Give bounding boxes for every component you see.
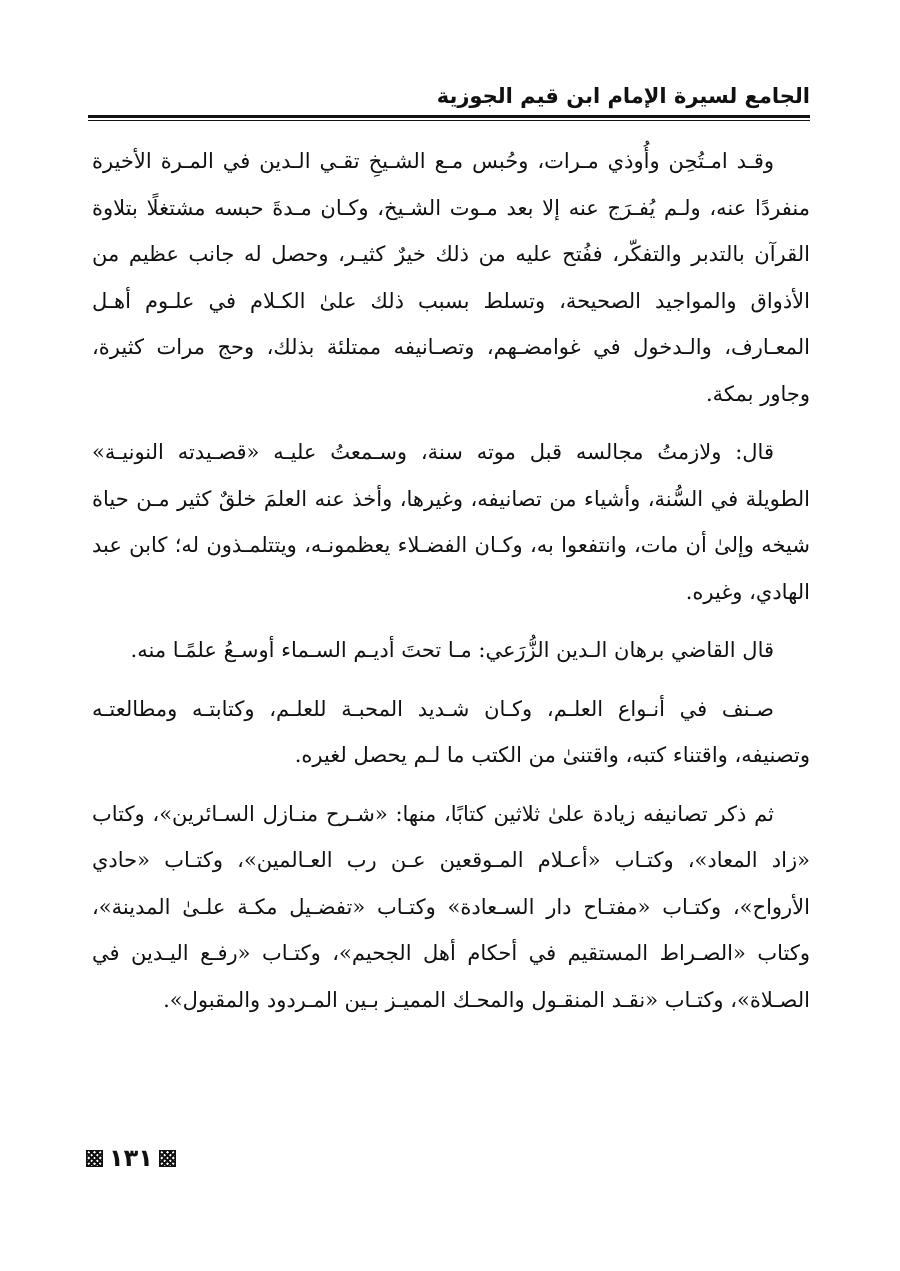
page-footer	[86, 1140, 176, 1176]
ornament-left-icon	[86, 1150, 103, 1167]
paragraph-4: صـنف في أنـواع العلـم، وكـان شـديد المحبـة للعلـم، وكتابتـه ومطالعتـه وتصنيفه، واقتناء كتبه، واقتنىٰ من الكتب ما لـم يحصل لغيره.	[92, 696, 810, 767]
paragraph-5: ثم ذكر تصانيفه زيادة علىٰ ثلاثين كتابًا، منها: «شـرح منـازل السـائرين»، وكتاب «زاد المعاد»، وكتـاب «أعـلام المـوقعين عـن رب العـالمين»، وكتـاب «حادي الأرواح»، وكتـاب «مفتـاح دار السـعادة» وكتـاب «تفضـيل مكـة علـىٰ المدينة»، وكتاب «الصـراط المستقيم في أحكام أهل الجحيم»، وكتـاب «رفـع اليـدين في الصـلاة»، وكتـاب «نقـد المنقـول والمحـك المميـز بـين المـردود والمقبول».	[92, 801, 810, 1012]
book-title: الجامع لسيرة الإمام ابن قيم الجوزية	[436, 84, 810, 108]
page-number: ١٣١	[109, 1144, 153, 1172]
paragraph-2: قال: ولازمتُ مجالسه قبل موته سنة، وسـمعتُ عليـه «قصـيدته النونيـة» الطويلة في السُّنة، وأشياء من تصانيفه، وغيرها، وأخذ عنه العلمَ خلقٌ كثير مـن حياة شيخه وإلىٰ أن مات، وانتفعوا به، وكـان الفضـلاء يعظمونـه، ويتتلمـذون له؛ كابن عبد الهادي، وغيره.	[92, 440, 810, 604]
ornament-right-icon	[159, 1150, 176, 1167]
paragraph-3: قال القاضي برهان الـدين الزُّرَعي: مـا تحتَ أديـم السـماء أوسـعُ علمًـا منه.	[130, 638, 774, 662]
body-text	[92, 138, 810, 1023]
paragraph-1: وقـد امـتُحِن وأُوذي مـرات، وحُبس مـع الشـيخِ تقـي الـدين في المـرة الأخيرة منفردًا عنه، ولـم يُفـرَج عنه إلا بعد مـوت الشـيخ، وكـان مـدةَ حبسه مشتغلًا بتلاوة القرآن بالتدبر والتفكّر، ففُتح عليه من ذلك خيرٌ كثيـر، وحصل له جانب عظيم من الأذواق والمواجيد الصحيحة، وتسلط بسبب ذلك علىٰ الكـلام في علـوم أهـل المعـارف، والـدخول في غوامضـهم، وتصـانيفه ممتلئة بذلك، وحج مرات كثيرة، وجاور بمكة.	[92, 149, 810, 406]
header-rule-thick	[88, 115, 810, 118]
running-header	[88, 80, 810, 122]
header-rule-thin	[88, 120, 810, 121]
